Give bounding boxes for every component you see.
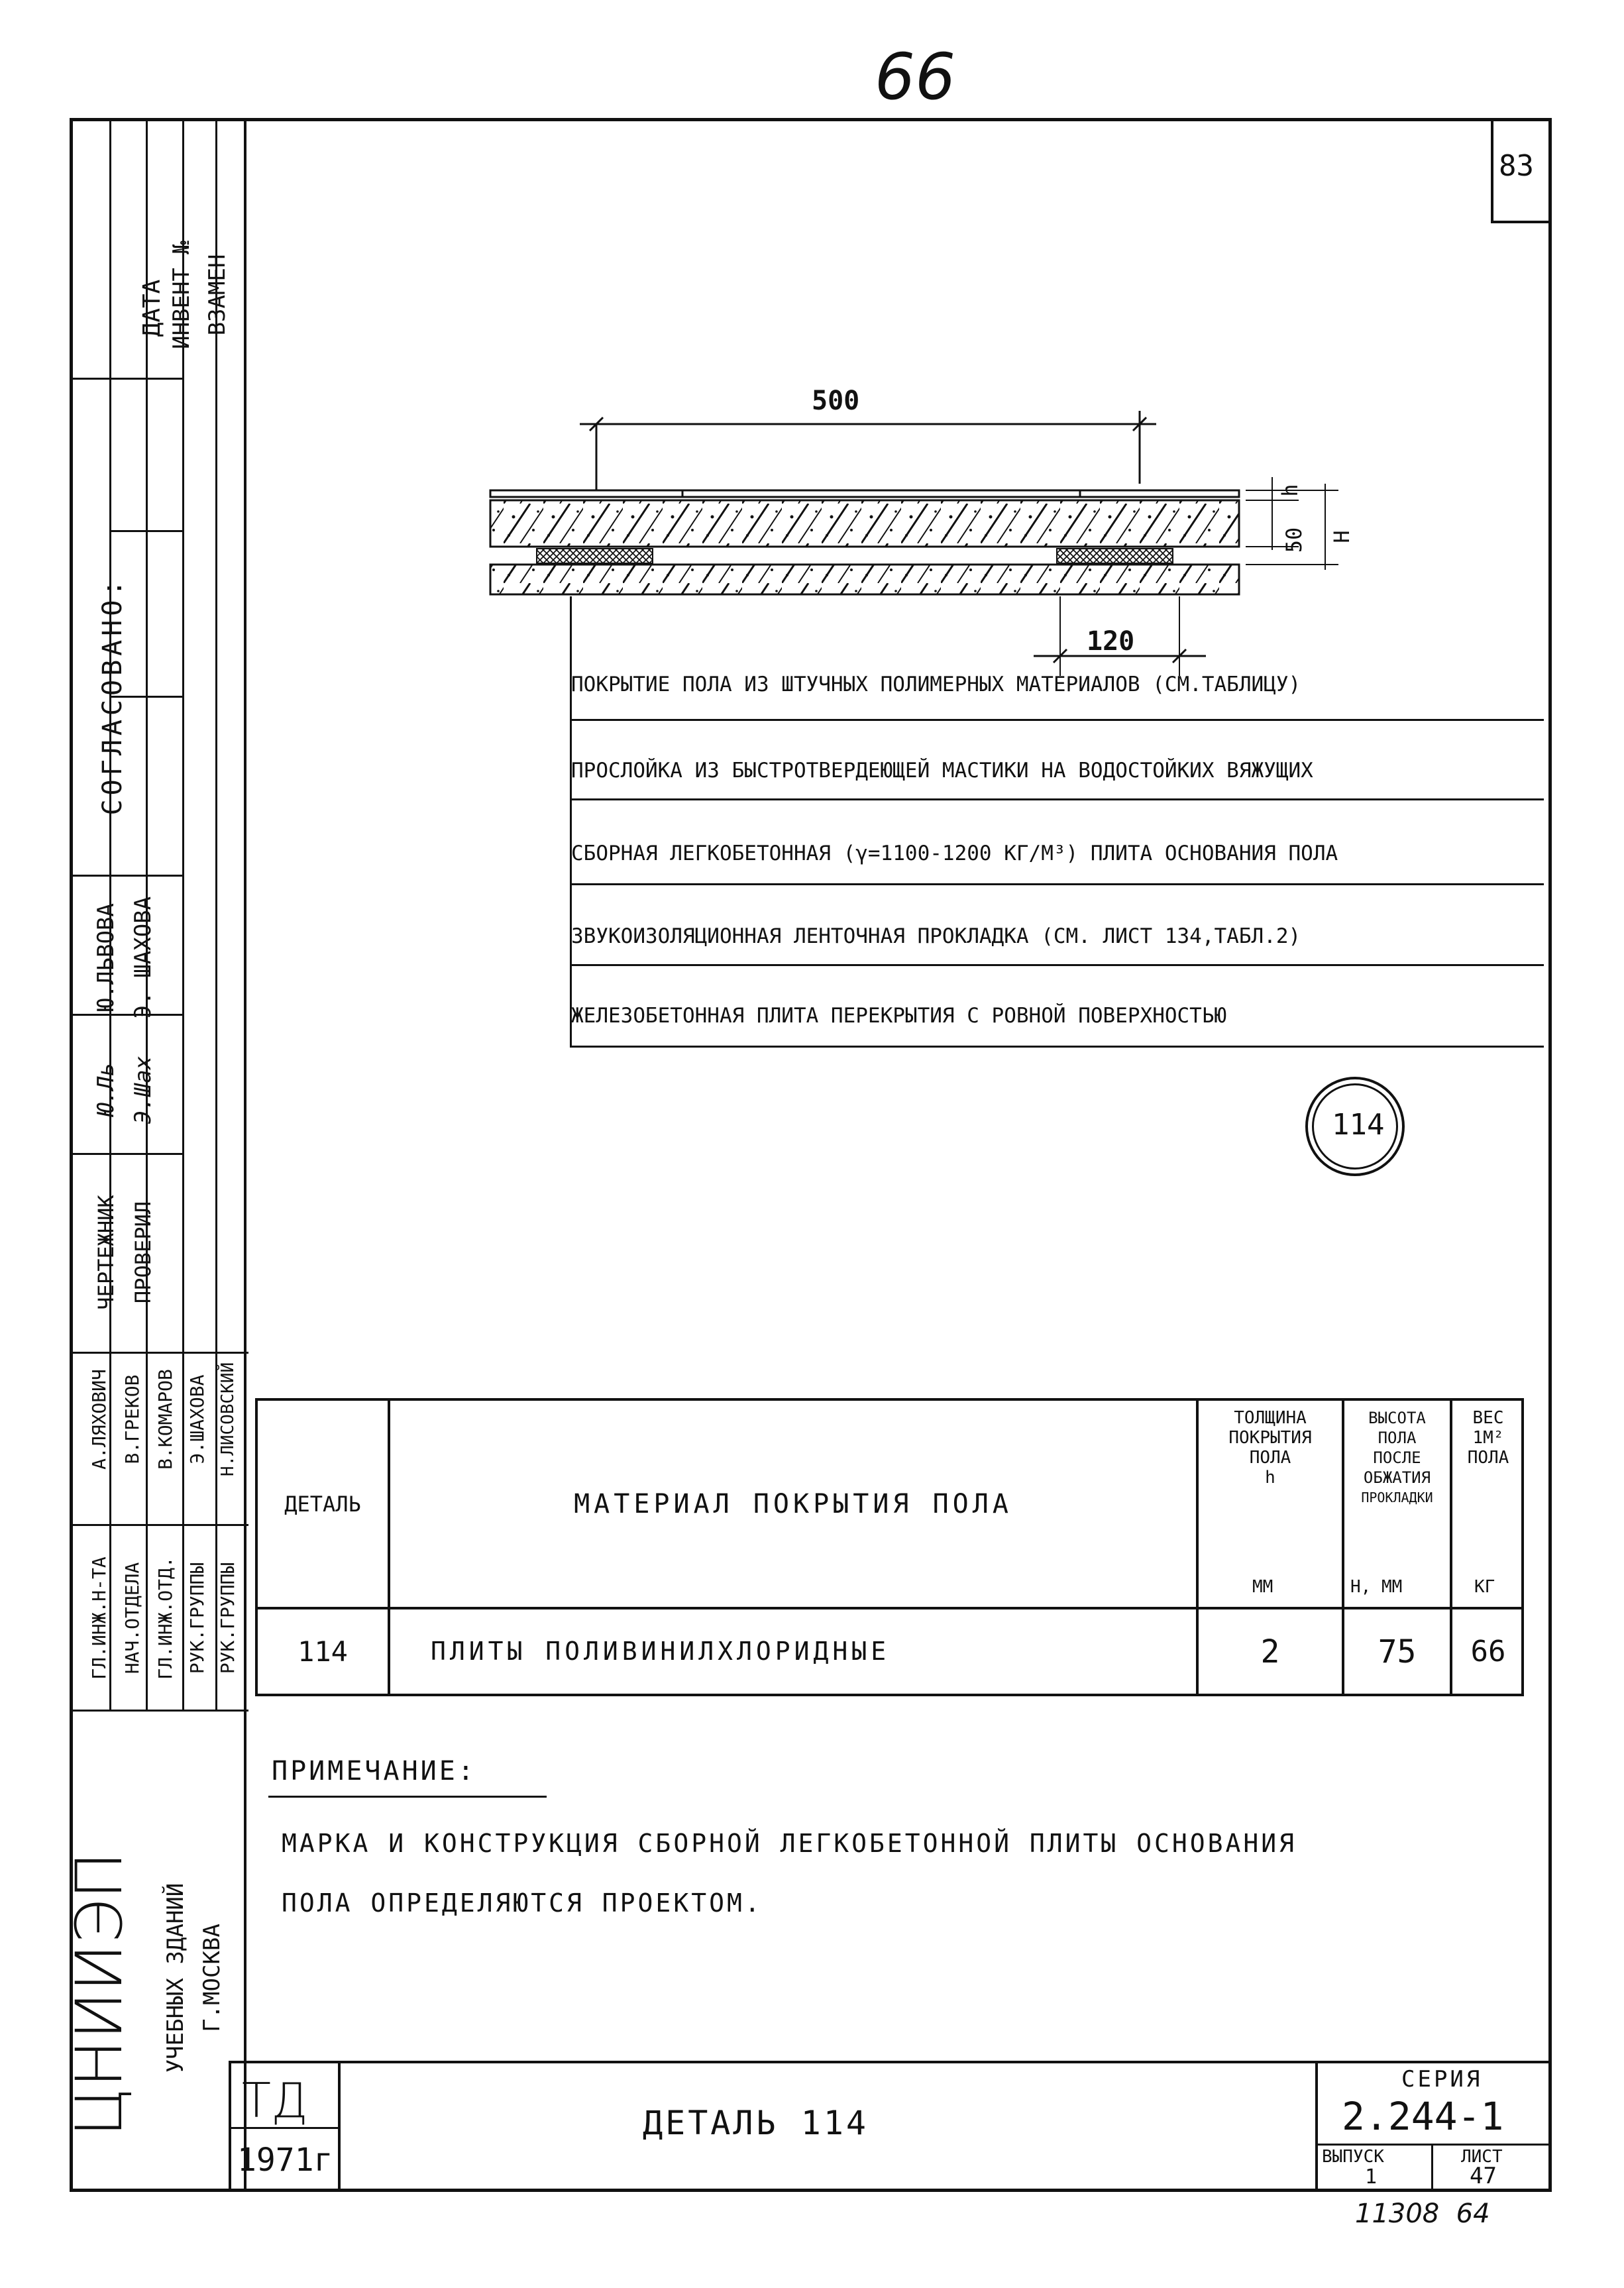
layer-underline-5 <box>570 1046 1544 1048</box>
dimension-120-label: 120 <box>1087 626 1135 657</box>
dimension-50-label: 50 <box>1281 527 1307 553</box>
table-cell-material: ПЛИТЫ ПОЛИВИНИЛХЛОРИДНЫЕ <box>431 1637 891 1666</box>
note-title: ПРИМЕЧАНИЕ: <box>272 1756 476 1786</box>
layer-label-insulation: ЗВУКОИЗОЛЯЦИОННАЯ ЛЕНТОЧНАЯ ПРОКЛАДКА (СМ. ЛИСТ 134,ТАБЛ.2) <box>571 924 1301 948</box>
stamp-h-1 <box>70 378 182 380</box>
title-block-top <box>229 2061 1552 2063</box>
layer-underline-1 <box>570 719 1544 721</box>
note-line-2: ПОЛА ОПРЕДЕЛЯЮТСЯ ПРОЕКТОМ. <box>282 1888 763 1918</box>
table-unit-weight: КГ <box>1474 1577 1495 1597</box>
stamp-approver-2: Э. ШАХОВА <box>130 896 156 1019</box>
title-block-title: ДЕТАЛЬ 114 <box>643 2104 869 2142</box>
dimension-500 <box>580 411 1156 490</box>
layer-insulation-strip-2 <box>1057 549 1173 563</box>
stamp-signature-1: Ю.Ль <box>93 1063 119 1117</box>
stamp-agreed: СОГЛАСОВАНО: <box>97 576 128 816</box>
table-header-detail: ДЕТАЛЬ <box>284 1491 361 1517</box>
frame-inner-left <box>244 118 246 2192</box>
layer-underline-2 <box>570 798 1544 800</box>
title-block-col-2 <box>1315 2061 1318 2192</box>
layer-underline-3 <box>570 883 1544 885</box>
layer-label-mastic: ПРОСЛОЙКА ИЗ БЫСТРОТВЕРДЕЮЩЕЙ МАСТИКИ НА ВОДОСТОЙКИХ ВЯЖУЩИХ <box>571 759 1313 783</box>
institute-sub: УЧЕБНЫХ ЗДАНИЙ <box>162 1882 189 2073</box>
stamp-h-5 <box>70 1014 182 1016</box>
stamp-staff-role-3: ГЛ.ИНЖ.ОТД. <box>154 1556 176 1680</box>
layer-label-light-concrete: СБОРНАЯ ЛЕГКОБЕТОННАЯ (γ=1100-1200 КГ/М³) ПЛИТА ОСНОВАНИЯ ПОЛА <box>571 842 1338 865</box>
stamp-staff-role-1: ГЛ.ИНЖ.Н-ТА <box>88 1556 110 1680</box>
stamp-staff-name-1: А.ЛЯХОВИЧ <box>88 1369 110 1470</box>
top-page-number: 66 <box>875 40 956 114</box>
stamp-signature-2: Э.Шах <box>130 1056 156 1124</box>
stamp-staff-name-5: Н.ЛИСОВСКИЙ <box>218 1362 238 1477</box>
stamp-staff-name-3: В.КОМАРОВ <box>154 1369 176 1470</box>
title-block-td: ТД <box>242 2073 308 2128</box>
layer-light-concrete <box>490 500 1239 547</box>
stamp-staff-name-2: В.ГРЕКОВ <box>121 1374 143 1464</box>
table-header-weight: ВЕС 1М² ПОЛА <box>1467 1408 1509 1468</box>
title-block-sheet-label: ЛИСТ <box>1461 2147 1503 2167</box>
table-cell-weight: 66 <box>1470 1635 1506 1668</box>
layer-rc-slab <box>490 565 1239 594</box>
layer-insulation-strip-1 <box>537 549 653 563</box>
stamp-staff-role-4: РУК.ГРУППЫ <box>186 1562 208 1674</box>
stamp-staff-role-2: НАЧ.ОТДЕЛА <box>121 1562 143 1674</box>
table-unit-height: Н, ММ <box>1350 1577 1403 1597</box>
title-block-issue-label: ВЫПУСК <box>1322 2147 1384 2167</box>
table-header-height: ВЫСОТА ПОЛА ПОСЛЕ ОБЖАТИЯ ПРОКЛАДКИ <box>1361 1409 1433 1505</box>
dimension-h-label: h <box>1277 484 1303 497</box>
title-block-col-1 <box>338 2061 341 2192</box>
stamp-date: ДАТА <box>138 279 166 337</box>
title-block-sheet-value: 47 <box>1470 2163 1497 2189</box>
table-row: 114 <box>298 1635 348 1668</box>
layer-underline-4 <box>570 964 1544 966</box>
note-line-1: МАРКА И КОНСТРУКЦИЯ СБОРНОЙ ЛЕГКОБЕТОННОЙ ПЛИТЫ ОСНОВАНИЯ <box>282 1829 1297 1858</box>
table-cell-thickness: 2 <box>1260 1633 1280 1670</box>
title-block-year: 1971г <box>237 2142 333 2179</box>
detail-marker-number: 114 <box>1332 1108 1385 1142</box>
table-unit-thickness: ММ <box>1252 1577 1273 1597</box>
frame-top <box>70 118 1552 121</box>
stamp-role-draftsman: ЧЕРТЕЖНИК <box>93 1195 119 1310</box>
layer-label-rc-slab: ЖЕЛЕЗОБЕТОННАЯ ПЛИТА ПЕРЕКРЫТИЯ С РОВНОЙ ПОВЕРХНОСТЬЮ <box>571 1004 1227 1028</box>
layer-label-cover: ПОКРЫТИЕ ПОЛА ИЗ ШТУЧНЫХ ПОЛИМЕРНЫХ МАТЕРИАЛОВ (СМ.ТАБЛИЦУ) <box>571 673 1301 696</box>
stamp-role-checked: ПРОВЕРИЛ <box>131 1201 156 1304</box>
stamp-h-8 <box>70 1524 248 1526</box>
frame-bottom <box>70 2189 1552 2192</box>
frame-right <box>1548 118 1552 2192</box>
title-block-series-value: 2.244-1 <box>1342 2094 1504 2139</box>
stamp-invent: ИНВЕНТ № <box>168 241 195 349</box>
title-block-issue-value: 1 <box>1365 2165 1378 2189</box>
table-header-material: МАТЕРИАЛ ПОКРЫТИЯ ПОЛА <box>574 1488 1012 1519</box>
table-cell-height: 75 <box>1378 1633 1417 1670</box>
stamp-staff-name-4: Э.ШАХОВА <box>186 1374 208 1464</box>
dimension-500-label: 500 <box>812 386 860 416</box>
stamp-h-6 <box>70 1153 182 1155</box>
institute-name: ЦНИИЭП <box>62 1851 136 2137</box>
stamp-h-9 <box>70 1710 248 1712</box>
note-title-underline <box>268 1796 547 1798</box>
layer-cover <box>490 490 1239 497</box>
title-block-series-label: СЕРИЯ <box>1401 2066 1483 2093</box>
corner-sheet-number: 83 <box>1499 149 1534 183</box>
leader-vertical <box>570 596 572 1047</box>
title-block-col-3 <box>1431 2144 1433 2192</box>
stamp-vzamen: ВЗАМЕН <box>204 254 231 336</box>
institute-city: Г.МОСКВА <box>199 1924 225 2032</box>
stamp-staff-role-5: РУК.ГРУППЫ <box>217 1562 239 1674</box>
dimension-H-label: Н <box>1329 530 1354 543</box>
title-block-left <box>229 2061 231 2192</box>
footer-handwritten: 11308 64 <box>1355 2199 1490 2229</box>
table-header-thickness: ТОЛЩИНА ПОКРЫТИЯ ПОЛА h <box>1228 1408 1312 1488</box>
title-block-h-series <box>1315 2144 1552 2146</box>
stamp-approver-1: Ю.ЛЬВОВА <box>93 903 119 1012</box>
